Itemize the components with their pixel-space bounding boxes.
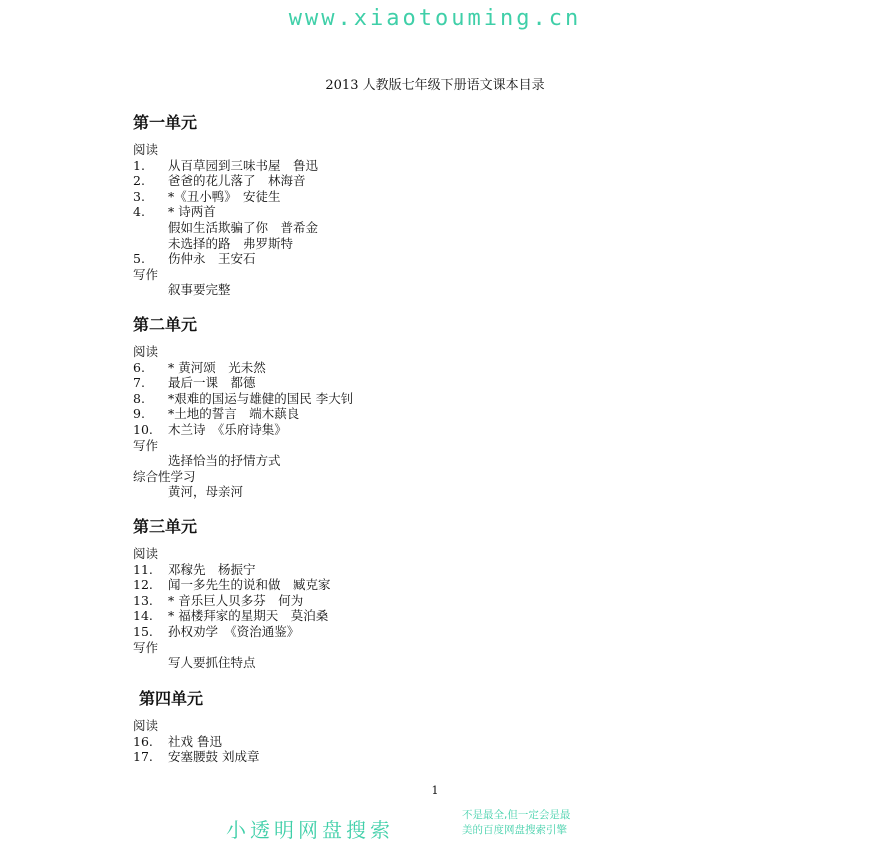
- toc-entry: [133, 593, 331, 609]
- entry-text: 孙权劝学 《资治通鉴》: [168, 623, 300, 639]
- toc-entry: [133, 375, 353, 391]
- watermark-site-url: www.xiaotouming.cn: [288, 6, 582, 31]
- entry-text: 写作: [133, 639, 159, 655]
- entry-number: 4.: [133, 204, 145, 220]
- toc-entry: [133, 422, 353, 438]
- entry-number: 14.: [133, 608, 153, 624]
- toc-entry: [133, 391, 353, 407]
- entry-number: 11.: [133, 561, 153, 577]
- entry-text: 选择恰当的抒情方式: [168, 453, 281, 469]
- entry-text: *《丑小鸭》 安徒生: [168, 188, 281, 204]
- entry-text: 最后一课 都德: [168, 375, 256, 391]
- document-title: 2013 人教版七年级下册语文课本目录: [325, 78, 545, 93]
- entry-text: 写作: [133, 437, 159, 453]
- entry-text: * 诗两首: [168, 204, 216, 220]
- toc-subentry: [133, 220, 318, 236]
- watermark-slogan-line-1: 不是最全,但一定会是最: [462, 809, 571, 821]
- entry-text: * 音乐巨人贝多芬 何为: [168, 592, 304, 608]
- unit-title: 第三单元: [133, 517, 198, 536]
- entry-number: 8.: [133, 390, 145, 406]
- entry-text: 阅读: [133, 718, 159, 733]
- toc-entry: [133, 204, 318, 220]
- toc-section-label: [133, 438, 353, 454]
- toc-section-label: [133, 142, 318, 158]
- toc-section-label: [133, 344, 353, 360]
- entry-text: *艰难的国运与雄健的国民 李大钊: [168, 390, 354, 406]
- toc-section-label: [133, 267, 318, 283]
- entry-text: 社戏 鲁迅: [168, 733, 222, 749]
- unit-section: [133, 688, 260, 765]
- toc-section-label: [133, 640, 331, 656]
- entry-text: 伤仲永 王安石: [168, 251, 256, 267]
- entry-number: 6.: [133, 359, 145, 375]
- entry-number: 3.: [133, 188, 145, 204]
- entry-number: 16.: [133, 733, 153, 749]
- toc-entry: [133, 406, 353, 422]
- entry-text: 写人要抓住特点: [168, 655, 256, 671]
- page-number: 1: [431, 784, 439, 797]
- entry-text: 爸爸的花儿落了 林海音: [168, 173, 306, 189]
- toc-subentry: [133, 655, 331, 671]
- entry-text: *土地的誓言 端木蕻良: [168, 406, 300, 422]
- toc-subentry: [133, 453, 353, 469]
- unit-title: 第一单元: [133, 113, 198, 132]
- toc-entry: [133, 251, 318, 267]
- entry-text: 叙事要完整: [168, 282, 231, 298]
- toc-section-label: [133, 546, 331, 562]
- toc-entry: [133, 360, 353, 376]
- toc-subentry: [133, 236, 318, 252]
- entry-number: 17.: [133, 749, 153, 765]
- toc-entry: [133, 624, 331, 640]
- entry-text: 假如生活欺骗了你 普希金: [168, 219, 319, 235]
- toc-section-label: [133, 718, 259, 734]
- entry-text: 黄河，母亲河: [168, 484, 244, 500]
- entry-number: 13.: [133, 592, 153, 608]
- watermark-slogan: [462, 808, 570, 838]
- entry-number: 15.: [133, 623, 153, 639]
- entry-text: 安塞腰鼓 刘成章: [168, 749, 260, 765]
- entry-number: 5.: [133, 251, 145, 267]
- entry-text: 写作: [133, 266, 159, 282]
- toc-entry: [133, 734, 259, 750]
- entry-number: 12.: [133, 577, 153, 593]
- entry-text: 综合性学习: [133, 468, 196, 484]
- entry-text: 阅读: [133, 142, 159, 157]
- toc-entry: [133, 173, 318, 189]
- entry-text: 邓稼先 杨振宁: [168, 561, 256, 577]
- entry-text: * 黄河颂 光未然: [168, 359, 266, 375]
- entry-number: 9.: [133, 406, 145, 422]
- entry-number: 7.: [133, 375, 145, 391]
- unit-section: [133, 112, 318, 298]
- toc-entry: [133, 749, 259, 765]
- entry-number: 10.: [133, 421, 153, 437]
- toc-entry: [133, 189, 318, 205]
- entry-text: 未选择的路 弗罗斯特: [168, 235, 294, 251]
- toc-entry: [133, 562, 331, 578]
- watermark-slogan-line-2: 美的百度网盘搜索引擎: [462, 824, 567, 836]
- entry-text: 闻一多先生的说和做 臧克家: [168, 577, 331, 593]
- toc-entry: [133, 608, 331, 624]
- toc-subentry: [133, 484, 353, 500]
- entry-text: 阅读: [133, 546, 159, 561]
- unit-section: [133, 314, 353, 500]
- entry-number: 2.: [133, 173, 145, 189]
- toc-subentry: [133, 282, 318, 298]
- toc-entry: [133, 577, 331, 593]
- entry-text: 阅读: [133, 344, 159, 359]
- entry-text: * 福楼拜家的星期天 莫泊桑: [168, 608, 329, 624]
- entry-number: 1.: [133, 157, 145, 173]
- entry-text: 木兰诗 《乐府诗集》: [168, 421, 287, 437]
- unit-title: 第二单元: [133, 315, 198, 334]
- entry-text: 从百草园到三味书屋 鲁迅: [168, 157, 319, 173]
- unit-section: [133, 516, 331, 671]
- toc-entry: [133, 158, 318, 174]
- toc-section-label: [133, 469, 353, 485]
- unit-title: 第四单元: [139, 689, 204, 708]
- watermark-logo-text: 小透明网盘搜索: [226, 818, 394, 842]
